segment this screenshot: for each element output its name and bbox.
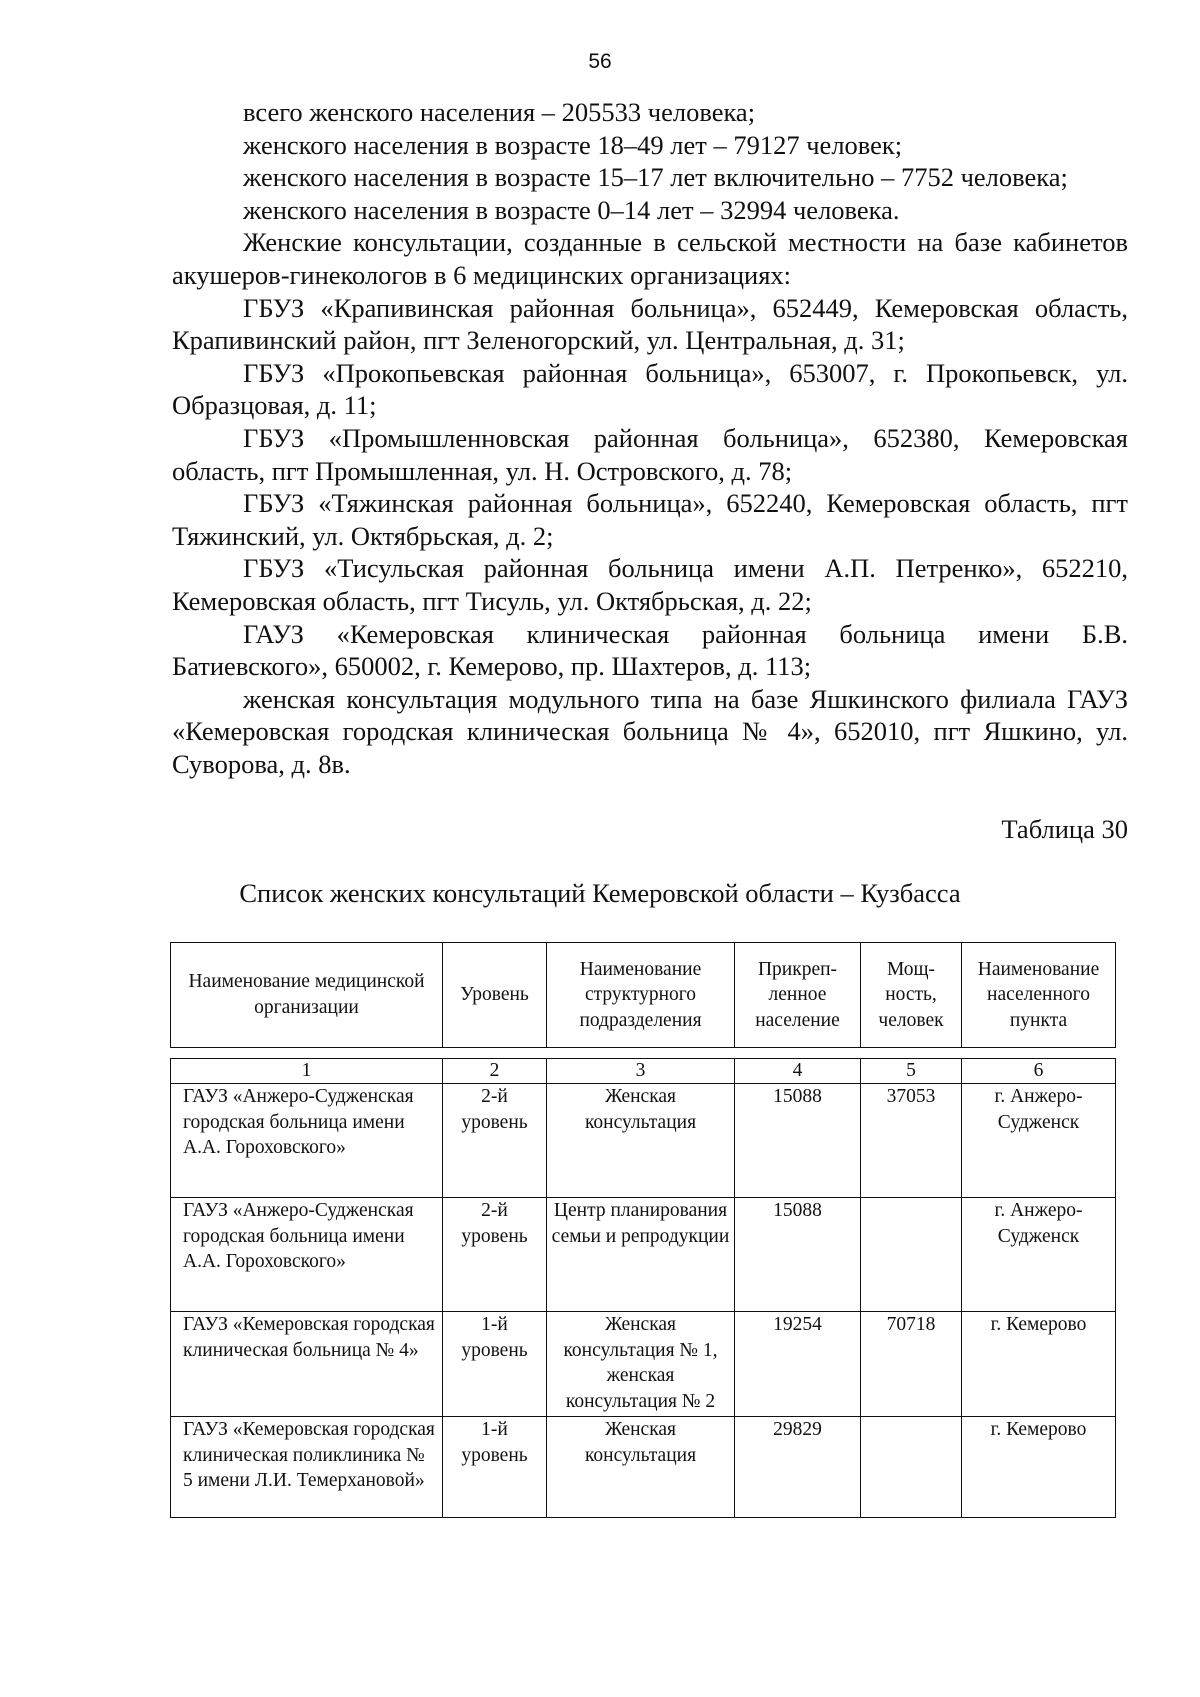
cell-org: ГАУЗ «Кемеровская городская клиническая поликлиника № 5 имени Л.И. Темерхановой» — [171, 1417, 443, 1518]
cell-level: 2-й уровень — [443, 1084, 547, 1198]
column-number: 4 — [735, 1059, 861, 1084]
cell-place: г. Анжеро-Судженск — [962, 1198, 1116, 1312]
cell-attached: 15088 — [735, 1084, 861, 1198]
cell-place: г. Анжеро-Судженск — [962, 1084, 1116, 1198]
paragraph: ГБУЗ «Крапивинская районная больница», 652449, Кемеровская область, Крапивинский район, пгт Зеленогорский, ул. Центральная, д. 31; — [172, 292, 1128, 356]
column-number: 3 — [547, 1059, 735, 1084]
paragraph: ГБУЗ «Тяжинская районная больница», 652240, Кемеровская область, пгт Тяжинский, ул. Октябрьская, д. 2; — [172, 488, 1128, 551]
header-org: Наименование медицинской организации — [171, 943, 443, 1048]
paragraph: женского населения в возрасте 0–14 лет – 32994 человека. — [243, 194, 900, 225]
cell-level: 2-й уровень — [443, 1198, 547, 1312]
table-number: Таблица 30 — [1001, 814, 1128, 844]
cell-unit: Женская консультация № 1, женская консультация № 2 — [547, 1312, 735, 1417]
column-number: 1 — [171, 1059, 443, 1084]
column-number: 2 — [443, 1059, 547, 1084]
paragraph: всего женского населения – 205533 человека; — [243, 97, 756, 127]
cell-org: ГАУЗ «Анжеро-Судженская городская больница имени А.А. Гороховского» — [171, 1084, 443, 1198]
cell-capacity — [861, 1417, 962, 1518]
cell-attached: 15088 — [735, 1198, 861, 1312]
header-place: Наименование населенного пункта — [962, 943, 1116, 1048]
header-capacity: Мощ-ность, человек — [861, 943, 962, 1048]
table-row — [171, 1417, 1116, 1518]
cell-attached: 19254 — [735, 1312, 861, 1417]
cell-place: г. Кемерово — [962, 1417, 1116, 1518]
column-number-row — [171, 1059, 1116, 1084]
paragraph: женского населения в возрасте 18–49 лет – 79127 человек; — [243, 129, 903, 160]
body-text — [172, 96, 1128, 780]
paragraph: ГАУЗ «Кемеровская клиническая районная больница имени Б.В. Батиевского», 650002, г. Кемерово, пр. Шахтеров, д. 113; — [172, 618, 1128, 682]
page-number: 56 — [588, 50, 612, 73]
table-header — [170, 942, 1116, 1048]
cell-level: 1-й уровень — [443, 1417, 547, 1518]
header-attached: Прикреп-ленное население — [735, 943, 861, 1048]
cell-capacity: 70718 — [861, 1312, 962, 1417]
paragraph: ГБУЗ «Промышленновская районная больница», 652380, Кемеровская область, пгт Промышленная, ул. Н. Островского, д. 78; — [172, 422, 1128, 486]
table-title: Список женских консультаций Кемеровской области – Кузбасса — [239, 878, 961, 908]
cell-place: г. Кемерово — [962, 1312, 1116, 1417]
cell-level: 1-й уровень — [443, 1312, 547, 1417]
table-row — [171, 1198, 1116, 1312]
column-number: 5 — [861, 1059, 962, 1084]
paragraph: Женские консультации, созданные в сельской местности на базе кабинетов акушеров-гинекологов в 6 медицинских организациях: — [172, 227, 1128, 290]
cell-attached: 29829 — [735, 1417, 861, 1518]
table-row — [171, 1084, 1116, 1198]
header-level: Уровень — [443, 943, 547, 1048]
paragraph: женского населения в возрасте 15–17 лет включительно – 7752 человека; — [243, 162, 1068, 193]
table-body — [170, 1058, 1116, 1518]
paragraph: женская консультация модульного типа на базе Яшкинского филиала ГАУЗ «Кемеровская городская клиническая больница № 4», 652010, пгт Яшкино, ул. Суворова, д. 8в. — [172, 683, 1128, 779]
cell-unit: Женская консультация — [547, 1084, 735, 1198]
cell-org: ГАУЗ «Анжеро-Судженская городская больница имени А.А. Гороховского» — [171, 1198, 443, 1312]
cell-unit: Центр планирования семьи и репродукции — [547, 1198, 735, 1312]
cell-unit: Женская консультация — [547, 1417, 735, 1518]
cell-capacity: 37053 — [861, 1084, 962, 1198]
paragraph: ГБУЗ «Прокопьевская районная больница», 653007, г. Прокопьевск, ул. Образцовая, д. 11; — [172, 357, 1128, 421]
table-row — [171, 1312, 1116, 1417]
header-unit: Наименование структурного подразделения — [547, 943, 735, 1048]
paragraph: ГБУЗ «Тисульская районная больница имени А.П. Петренко», 652210, Кемеровская область, пгт Тисуль, ул. Октябрьская, д. 22; — [172, 553, 1128, 616]
cell-capacity — [861, 1198, 962, 1312]
cell-org: ГАУЗ «Кемеровская городская клиническая больница № 4» — [171, 1312, 443, 1417]
column-number: 6 — [962, 1059, 1116, 1084]
